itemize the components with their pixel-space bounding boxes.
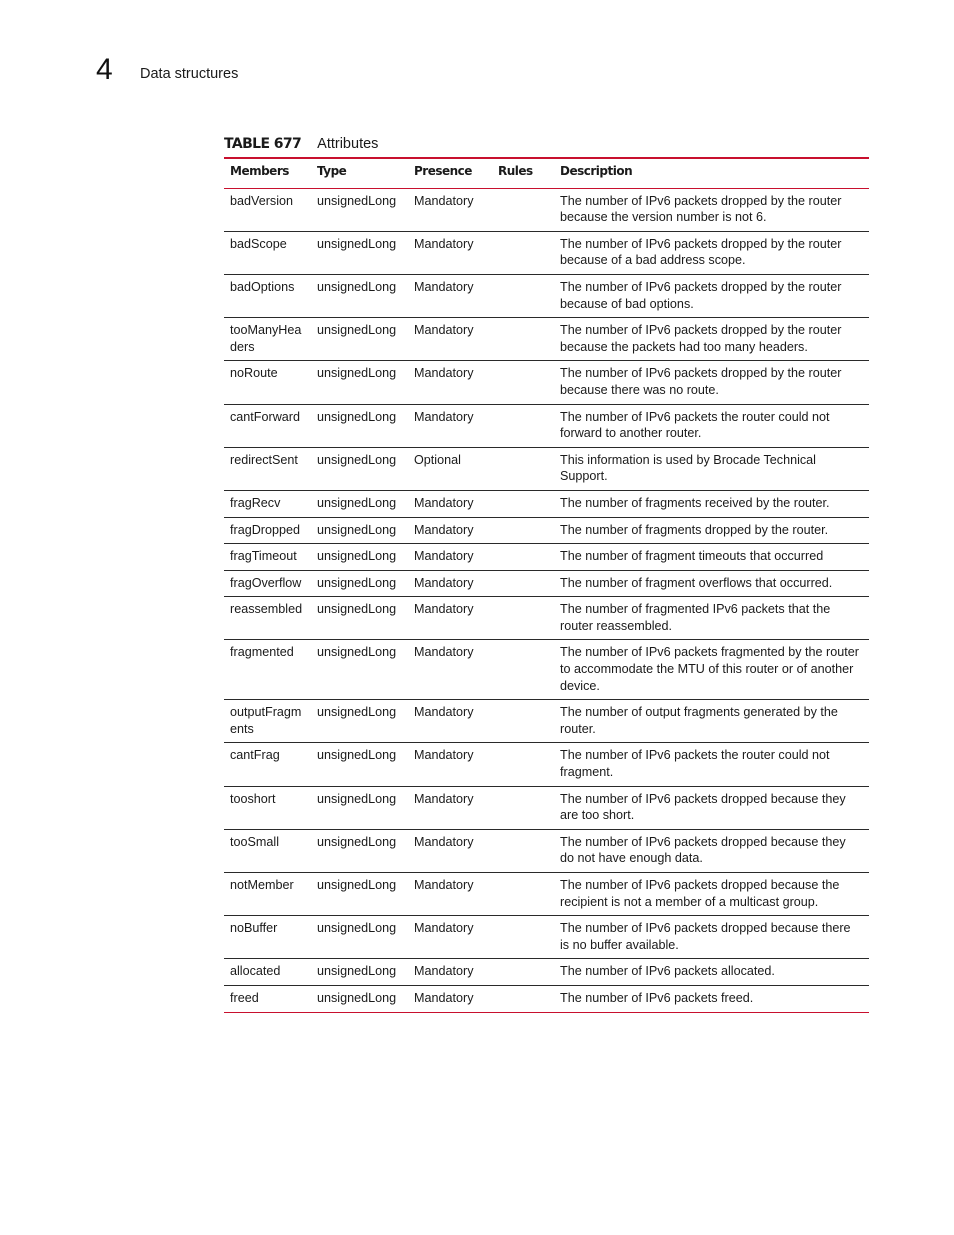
cell-presence: Mandatory [408,786,492,829]
cell-rules [492,873,554,916]
cell-rules [492,544,554,571]
cell-presence: Mandatory [408,490,492,517]
column-header-description: Description [560,164,633,178]
cell-type: unsignedLong [311,490,408,517]
table-row [224,959,869,986]
cell-description: The number of IPv6 packets dropped because the recipient is not a member of a multicast group. [554,873,869,916]
table-row [224,829,869,872]
cell-description: The number of fragment timeouts that occurred [554,544,869,571]
cell-type: unsignedLong [311,916,408,959]
cell-rules [492,447,554,490]
cell-presence: Mandatory [408,700,492,743]
chapter-title: Data structures [140,66,239,82]
cell-type: unsignedLong [311,188,408,231]
cell-type: unsignedLong [311,786,408,829]
cell-description: The number of IPv6 packets dropped by the router because the version number is not 6. [554,188,869,231]
cell-rules [492,318,554,361]
table-row [224,597,869,640]
table-header-row [224,158,869,188]
cell-description: The number of IPv6 packets dropped by the router because there was no route. [554,361,869,404]
table-row [224,570,869,597]
table-caption [224,134,378,154]
cell-member: tooManyHeaders [224,318,311,361]
cell-presence: Mandatory [408,404,492,447]
cell-rules [492,517,554,544]
cell-member: fragTimeout [224,544,311,571]
column-header-type: Type [317,164,347,178]
cell-presence: Mandatory [408,570,492,597]
cell-type: unsignedLong [311,231,408,274]
cell-member: redirectSent [224,447,311,490]
cell-description: The number of IPv6 packets freed. [554,985,869,1012]
cell-rules [492,640,554,700]
cell-description: The number of output fragments generated by the router. [554,700,869,743]
cell-description: The number of IPv6 packets the router could not fragment. [554,743,869,786]
cell-member: allocated [224,959,311,986]
cell-description: The number of IPv6 packets allocated. [554,959,869,986]
cell-description: The number of IPv6 packets dropped because they do not have enough data. [554,829,869,872]
table-row [224,231,869,274]
cell-member: noBuffer [224,916,311,959]
table-row [224,318,869,361]
cell-member: fragmented [224,640,311,700]
cell-rules [492,743,554,786]
cell-rules [492,361,554,404]
cell-presence: Mandatory [408,361,492,404]
cell-type: unsignedLong [311,447,408,490]
table-row [224,361,869,404]
cell-presence: Mandatory [408,231,492,274]
table-body [224,188,869,1012]
cell-presence: Mandatory [408,517,492,544]
cell-rules [492,597,554,640]
column-header-members: Members [230,164,289,178]
table-caption-label: TABLE 677 [224,136,302,152]
cell-presence: Optional [408,447,492,490]
cell-rules [492,916,554,959]
table-row [224,490,869,517]
cell-description: The number of fragments received by the router. [554,490,869,517]
cell-rules [492,959,554,986]
cell-member: noRoute [224,361,311,404]
cell-presence: Mandatory [408,188,492,231]
cell-presence: Mandatory [408,985,492,1012]
table-row [224,985,869,1012]
cell-description: The number of IPv6 packets dropped by the router because the packets had too many headers. [554,318,869,361]
cell-description: The number of IPv6 packets dropped because they are too short. [554,786,869,829]
cell-type: unsignedLong [311,361,408,404]
table-row [224,640,869,700]
table-row [224,873,869,916]
cell-type: unsignedLong [311,517,408,544]
cell-rules [492,829,554,872]
cell-type: unsignedLong [311,700,408,743]
table-row [224,404,869,447]
table-row [224,188,869,231]
cell-rules [492,404,554,447]
cell-rules [492,786,554,829]
cell-presence: Mandatory [408,597,492,640]
cell-description: The number of IPv6 packets dropped by the router because of bad options. [554,274,869,317]
table-row [224,517,869,544]
cell-type: unsignedLong [311,985,408,1012]
cell-member: badOptions [224,274,311,317]
cell-rules [492,700,554,743]
cell-description: The number of IPv6 packets dropped by the router because of a bad address scope. [554,231,869,274]
cell-presence: Mandatory [408,544,492,571]
cell-description: The number of IPv6 packets dropped because there is no buffer available. [554,916,869,959]
cell-type: unsignedLong [311,544,408,571]
table-row [224,544,869,571]
cell-member: outputFragments [224,700,311,743]
cell-member: tooshort [224,786,311,829]
cell-presence: Mandatory [408,959,492,986]
cell-type: unsignedLong [311,597,408,640]
cell-type: unsignedLong [311,318,408,361]
table-row [224,916,869,959]
table-row [224,786,869,829]
cell-type: unsignedLong [311,404,408,447]
cell-presence: Mandatory [408,274,492,317]
cell-rules [492,490,554,517]
cell-presence: Mandatory [408,829,492,872]
cell-member: fragDropped [224,517,311,544]
cell-member: reassembled [224,597,311,640]
cell-type: unsignedLong [311,743,408,786]
cell-description: This information is used by Brocade Technical Support. [554,447,869,490]
cell-member: tooSmall [224,829,311,872]
cell-presence: Mandatory [408,318,492,361]
cell-description: The number of fragmented IPv6 packets that the router reassembled. [554,597,869,640]
cell-description: The number of fragments dropped by the router. [554,517,869,544]
cell-rules [492,188,554,231]
table-header [224,158,869,188]
column-header-presence: Presence [414,164,472,178]
table-row [224,274,869,317]
column-header-rules: Rules [498,164,533,178]
table-row [224,700,869,743]
cell-type: unsignedLong [311,959,408,986]
cell-member: cantFrag [224,743,311,786]
cell-member: notMember [224,873,311,916]
cell-member: badScope [224,231,311,274]
cell-type: unsignedLong [311,873,408,916]
cell-member: fragRecv [224,490,311,517]
cell-presence: Mandatory [408,743,492,786]
table-row [224,743,869,786]
cell-rules [492,274,554,317]
cell-presence: Mandatory [408,916,492,959]
cell-description: The number of IPv6 packets the router could not forward to another router. [554,404,869,447]
cell-presence: Mandatory [408,873,492,916]
cell-rules [492,231,554,274]
cell-rules [492,985,554,1012]
table-row [224,447,869,490]
cell-member: badVersion [224,188,311,231]
cell-member: cantForward [224,404,311,447]
cell-member: fragOverflow [224,570,311,597]
table-caption-title: Attributes [317,136,379,152]
chapter-number: 4 [96,53,113,86]
cell-description: The number of fragment overflows that occurred. [554,570,869,597]
cell-presence: Mandatory [408,640,492,700]
cell-type: unsignedLong [311,274,408,317]
cell-rules [492,570,554,597]
attributes-table [224,157,869,1013]
cell-description: The number of IPv6 packets fragmented by the router to accommodate the MTU of this router or of another device. [554,640,869,700]
cell-member: freed [224,985,311,1012]
cell-type: unsignedLong [311,570,408,597]
cell-type: unsignedLong [311,829,408,872]
cell-type: unsignedLong [311,640,408,700]
